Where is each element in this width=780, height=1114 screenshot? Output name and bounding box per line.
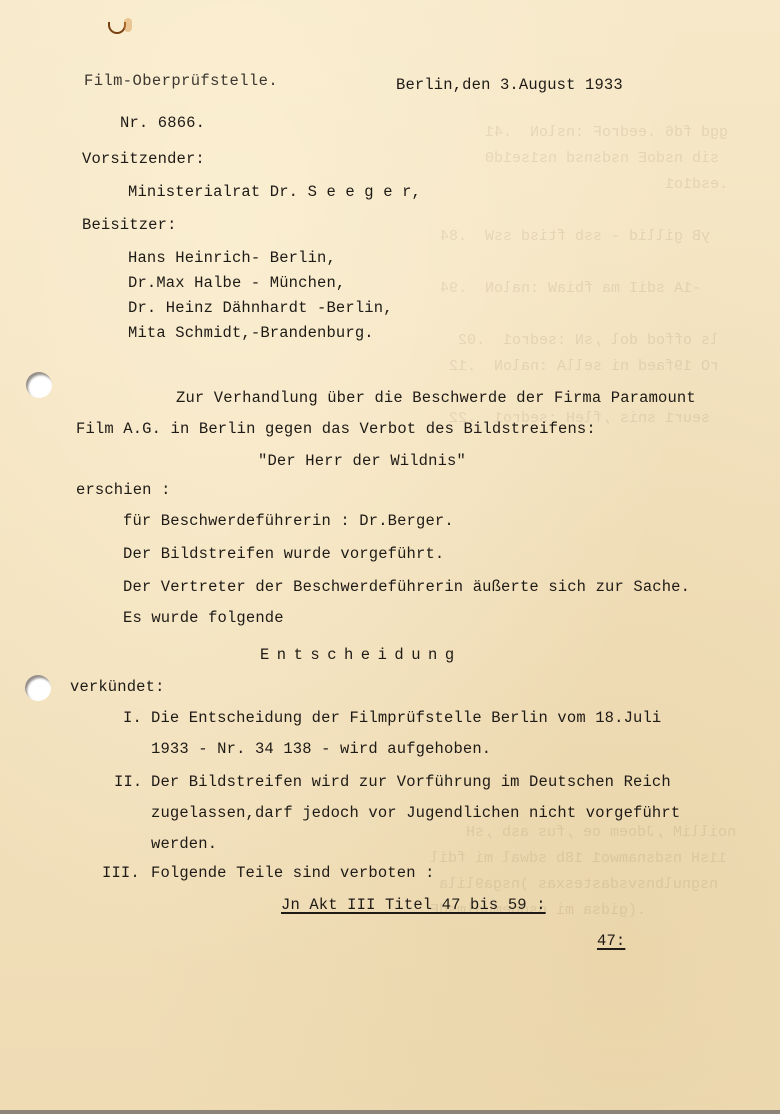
chair-name: Ministerialrat Dr. S e e g e r, bbox=[128, 183, 421, 201]
ruling-text: Der Bildstreifen wird zur Vorführung im Deutschen Reich bbox=[151, 773, 671, 791]
document-number: Nr. 6866. bbox=[120, 114, 206, 132]
assessor-item: Dr. Heinz Dähnhardt -Berlin, bbox=[128, 299, 393, 317]
show-through-texture: ggd fd6 .eedroF :nsloN .41 sib nsdoE nsdsnsd ns1se1d0 .esd1o1 yB gillid - ssb ftisd ssW .84 -1A sdiI ma fbiaW :naloN .94 ls offod dol ,sN :sedro1 .02 rO 19faed ni sellA :naloN .12 seur1 snis ,fleH :sedro1 .22 bbox=[440, 124, 729, 427]
ruling-text: zugelassen,darf jedoch vor Jugendlichen nicht vorgeführt bbox=[151, 804, 681, 822]
show-through-texture-lower: noilliM ,Jdoem oe ,fus asb ,sH 11sH nsdsnamwo1 18b sdwal mi fdil nsgnulbnsvsdastesxas )nsga9lila .(gidsa mi nsdoemuolmsdE bbox=[430, 824, 737, 919]
appearance-line: Es wurde folgende bbox=[123, 609, 284, 627]
appearance-line: Der Vertreter der Beschwerdeführerin äußerte sich zur Sache. bbox=[123, 578, 691, 596]
stain-mark bbox=[124, 18, 132, 32]
ruling-numeral: I. bbox=[123, 709, 142, 727]
appeared-label: erschien : bbox=[76, 481, 171, 499]
decision-heading: Entscheidung bbox=[260, 646, 462, 664]
assessor-item: Hans Heinrich- Berlin, bbox=[128, 249, 336, 267]
cut-item-number: 47: bbox=[597, 932, 626, 950]
appearance-line: Der Bildstreifen wurde vorgeführt. bbox=[123, 545, 445, 563]
film-title: "Der Herr der Wildnis" bbox=[258, 452, 466, 470]
assessor-item: Dr.Max Halbe - München, bbox=[128, 274, 346, 292]
ruling-text: werden. bbox=[151, 835, 218, 853]
appearance-line: für Beschwerdeführerin : Dr.Berger. bbox=[123, 512, 454, 530]
ruling-numeral: II. bbox=[114, 773, 143, 791]
ruling-text: Folgende Teile sind verboten : bbox=[151, 864, 435, 882]
punch-hole-upper bbox=[26, 372, 52, 398]
ruling-text: 1933 - Nr. 34 138 - wird aufgehoben. bbox=[151, 740, 492, 758]
ruling-text: Die Entscheidung der Filmprüfstelle Berlin vom 18.Juli bbox=[151, 709, 662, 727]
place-date: Berlin,den 3.August 1933 bbox=[396, 76, 623, 94]
ruling-numeral: III. bbox=[102, 864, 140, 882]
assessor-item: Mita Schmidt,-Brandenburg. bbox=[128, 324, 374, 342]
intro-line-2: Film A.G. in Berlin gegen das Verbot des Bildstreifens: bbox=[76, 420, 596, 438]
punch-hole-lower bbox=[25, 675, 51, 701]
chair-label: Vorsitzender: bbox=[82, 150, 205, 168]
intro-line-1: Zur Verhandlung über die Beschwerde der Firma Paramount bbox=[176, 389, 696, 407]
announced-label: verkündet: bbox=[70, 678, 165, 696]
assessors-label: Beisitzer: bbox=[82, 216, 177, 234]
page-bottom-edge bbox=[0, 1110, 780, 1114]
cuts-heading: Jn Akt III Titel 47 bis 59 : bbox=[281, 896, 546, 914]
office-name: Film-Oberprüfstelle. bbox=[84, 72, 279, 90]
